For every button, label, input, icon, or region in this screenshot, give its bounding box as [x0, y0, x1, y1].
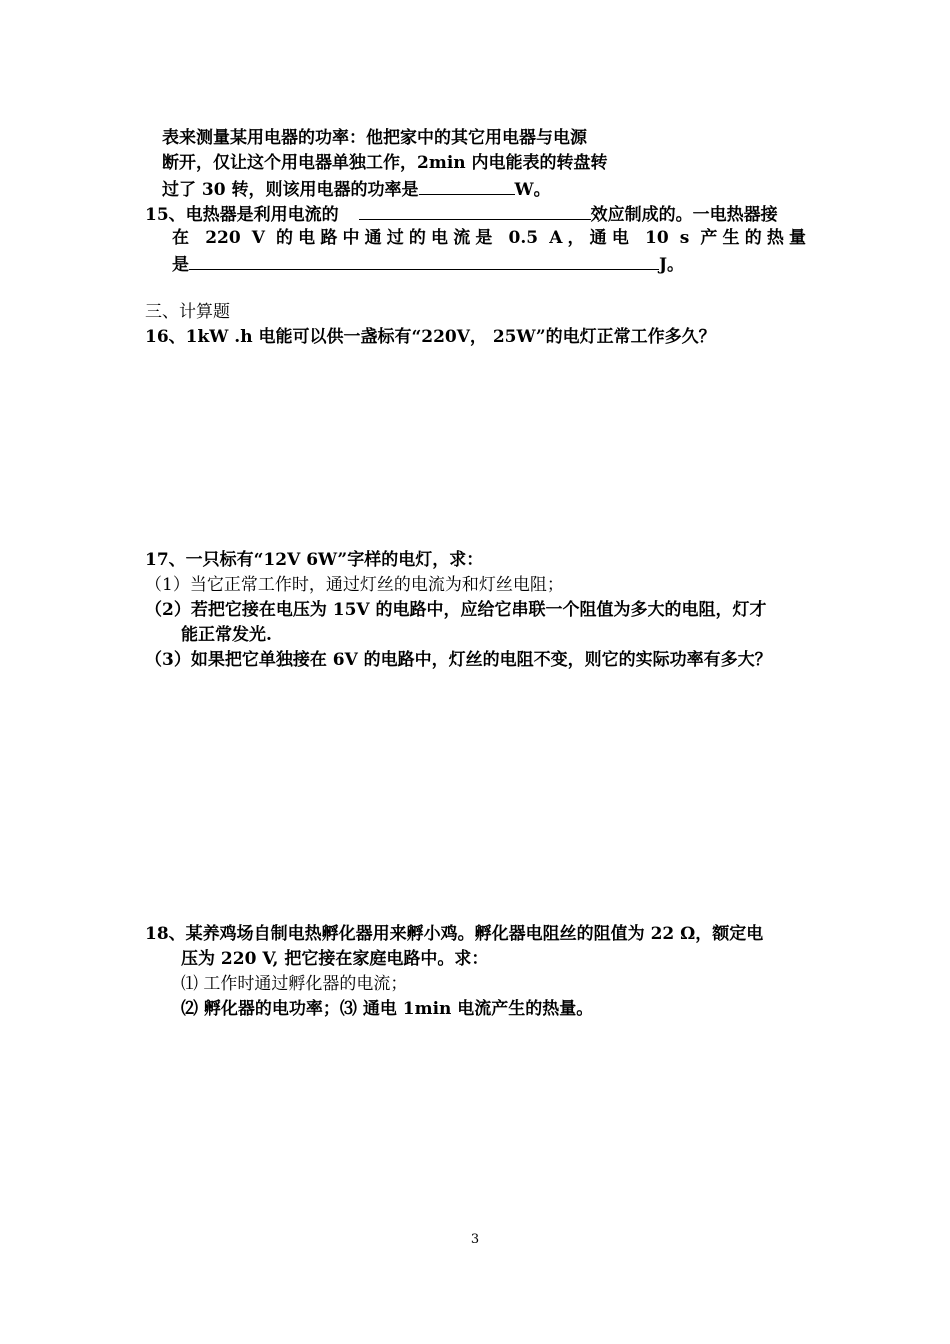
page-number: 3 — [470, 1232, 480, 1247]
q15-line3-post: J。 — [659, 255, 685, 275]
q14-line2: 断开，仅让这个用电器单独工作，2min 内电能表的转盘转 — [162, 153, 608, 173]
q14-line1: 表来测量某用电器的功率：他把家中的其它用电器与电源 — [162, 128, 587, 148]
q18-line2: 压为 220 V, 把它接在家庭电路中。求： — [181, 949, 489, 969]
q15-heat-blank[interactable] — [189, 251, 659, 270]
q15-line1 — [145, 201, 778, 227]
q14-line3 — [162, 176, 551, 202]
q15-line1-post: 效应制成的。一电热器接 — [590, 205, 778, 225]
q16-text: 16、1kW .h 电能可以供一盏标有“220V， 25W”的电灯正常工作多久？ — [145, 327, 716, 347]
q17-part1: （1）当它正常工作时，通过灯丝的电流为和灯丝电阻； — [145, 575, 564, 595]
q14-line3-post: W。 — [514, 180, 551, 200]
q15-line1-pre: 15、电热器是利用电流的 — [145, 205, 339, 225]
q17-part2-line2: 能正常发光. — [181, 625, 272, 645]
q15-line3 — [172, 251, 684, 277]
q17-part3: （3）如果把它单独接在 6V 的电路中，灯丝的电阻不变，则它的实际功率有多大？ — [145, 650, 772, 670]
section-title-calculation: 三、计算题 — [145, 302, 230, 322]
q18-part1: ⑴ 工作时通过孵化器的电流； — [181, 974, 408, 994]
q18-part2: ⑵ 孵化器的电功率；⑶ 通电 1min 电流产生的热量。 — [181, 999, 594, 1019]
q17-part2-line1: （2）若把它接在电压为 15V 的电路中，应给它串联一个阻值为多大的电阻，灯才 — [145, 600, 767, 620]
q15-line3-pre: 是 — [172, 255, 189, 275]
q15-line2: 在 220 V 的电路中通过的电流是 0.5 A，通电 10 s 产生的热量 — [172, 228, 806, 248]
q15-effect-blank[interactable] — [359, 201, 591, 220]
q14-line3-pre: 过了 30 转，则该用电器的功率是 — [162, 180, 419, 200]
q18-line1: 18、某养鸡场自制电热孵化器用来孵小鸡。孵化器电阻丝的阻值为 22 Ω，额定电 — [145, 924, 764, 944]
q17-stem: 17、一只标有“12V 6W”字样的电灯，求： — [145, 550, 484, 570]
q14-answer-blank[interactable] — [419, 176, 515, 195]
